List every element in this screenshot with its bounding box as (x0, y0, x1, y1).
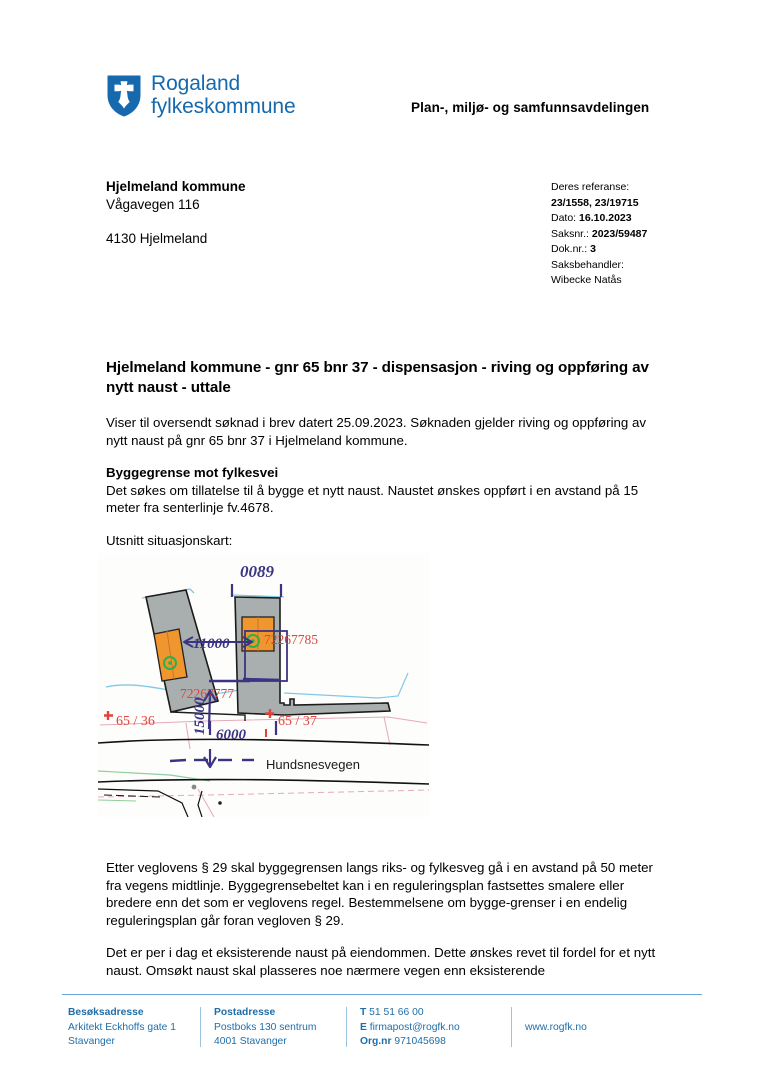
footer-email-row[interactable] (360, 1021, 511, 1036)
shield-cross-icon (106, 74, 142, 118)
saksnr-row (551, 227, 741, 243)
addressee-postal: 4130 Hjelmeland (106, 231, 208, 246)
deres-referanse-value: 23/1558, 23/19715 (551, 196, 639, 209)
department-title: Plan-, miljø- og samfunnsavdelingen (411, 100, 650, 115)
map-parcel-left: 65 / 36 (116, 714, 155, 729)
map-label-bottom-measure: 6000 (216, 727, 246, 743)
section-heading-byggegrense: Byggegrense mot fylkesvei (106, 465, 279, 480)
footer-phone-row (360, 1006, 511, 1021)
footer-phone-label: T (360, 1007, 367, 1018)
doknr-label: Dok.nr.: (551, 243, 588, 255)
footer-col1-line1: Arkitekt Eckhoffs gate 1 (68, 1021, 176, 1033)
paragraph-eksisterende-naust: Det er per i dag et eksisterende naust på eiendommen. Dette ønskes revet til fordel for et nytt naust. Omsøkt naust skal plasseres noe nærmere vegen enn eksisterende (106, 945, 656, 978)
reference-block (551, 180, 741, 289)
addressee-block (106, 178, 246, 248)
footer-org-value: 971045698 (394, 1036, 446, 1047)
addressee-street: Vågavegen 116 (106, 196, 200, 212)
footer-email-value[interactable]: firmapost@rogfk.no (369, 1021, 460, 1033)
saksnr-value: 2023/59487 (591, 227, 648, 240)
document-footer (68, 1006, 728, 1050)
footer-col2-line2: 4001 Stavanger (214, 1036, 287, 1047)
footer-email-label: E (360, 1021, 367, 1033)
footer-phone-value: 51 51 66 00 (369, 1007, 424, 1018)
document-body-lower (106, 859, 671, 994)
saksnr-label: Saksnr.: (551, 227, 589, 240)
dato-label: Dato: (551, 212, 577, 224)
footer-web-url[interactable]: www.rogfk.no (525, 1022, 587, 1033)
map-parcel-right: 65 / 37 (278, 714, 317, 729)
footer-postal-address (214, 1006, 360, 1050)
footer-col1-title: Besøksadresse (68, 1007, 144, 1018)
map-label-top: 0089 (240, 562, 274, 581)
figure-caption: Utsnitt situasjonskart: (106, 532, 233, 548)
intro-paragraph: Viser til oversendt søknad i brev datert 25.09.2023. Søknaden gjelder riving og oppføring av nytt naust på gnr 65 bnr 37 i Hjelmeland kommune. (106, 415, 647, 448)
document-body (106, 358, 669, 564)
logo-line-2: fylkeskommune (151, 95, 296, 118)
addressee-name: Hjelmeland kommune (106, 179, 246, 194)
footer-col1-line2: Stavanger (68, 1036, 115, 1047)
logo-line-1: Rogaland (151, 72, 241, 95)
map-building-id-right: 72267785 (264, 632, 318, 647)
saksbehandler-label: Saksbehandler: (551, 258, 624, 271)
footer-org-label: Org.nr (360, 1036, 392, 1047)
rogaland-fylkeskommune-logo (106, 72, 296, 120)
section-body-byggegrense: Det søkes om tillatelse til å bygge et nytt naust. Naustet ønskes oppført i en avstand på 15 meter fra senterlinje fv.4678. (106, 482, 639, 515)
map-building-id-left: 72267777 (180, 686, 234, 701)
document-header (0, 62, 764, 132)
footer-divider (62, 994, 702, 995)
footer-website (525, 1006, 675, 1050)
logo-wordmark (151, 72, 296, 120)
map-label-road: Hundsnesvegen (266, 757, 360, 772)
addressee-spacer (106, 213, 246, 230)
map-label-width: 11000 (193, 636, 230, 652)
footer-col2-line1: Postboks 130 sentrum (214, 1021, 317, 1033)
saksbehandler-value: Wibecke Natås (551, 274, 622, 286)
page-title: Hjelmeland kommune - gnr 65 bnr 37 - dispensasjon - riving og oppføring av nytt naust - uttale (106, 359, 649, 396)
map-label-vertical-distance: 15000 (192, 697, 208, 735)
doknr-row (551, 242, 741, 258)
situation-map-figure (98, 553, 429, 817)
footer-visiting-address (68, 1006, 214, 1050)
footer-org-row (360, 1035, 511, 1050)
dato-value: 16.10.2023 (579, 212, 632, 224)
paragraph-vegloven: Etter veglovens § 29 skal byggegrensen langs riks- og fylkesveg gå i en avstand på 50 meter fra vegens midtlinje. Byggegrensebeltet kan i en reguleringsplan fastsettes smalere eller bredere enn det som er veglovens regel. Bestemmelsene om bygge-grenser i en endelig reguleringsplan går foran vegloven § 29. (106, 860, 653, 928)
footer-col2-title: Postadresse (214, 1007, 276, 1018)
doknr-value: 3 (590, 243, 596, 255)
deres-referanse-label: Deres referanse: (551, 181, 630, 193)
footer-contact (360, 1006, 525, 1050)
dato-row (551, 211, 741, 227)
